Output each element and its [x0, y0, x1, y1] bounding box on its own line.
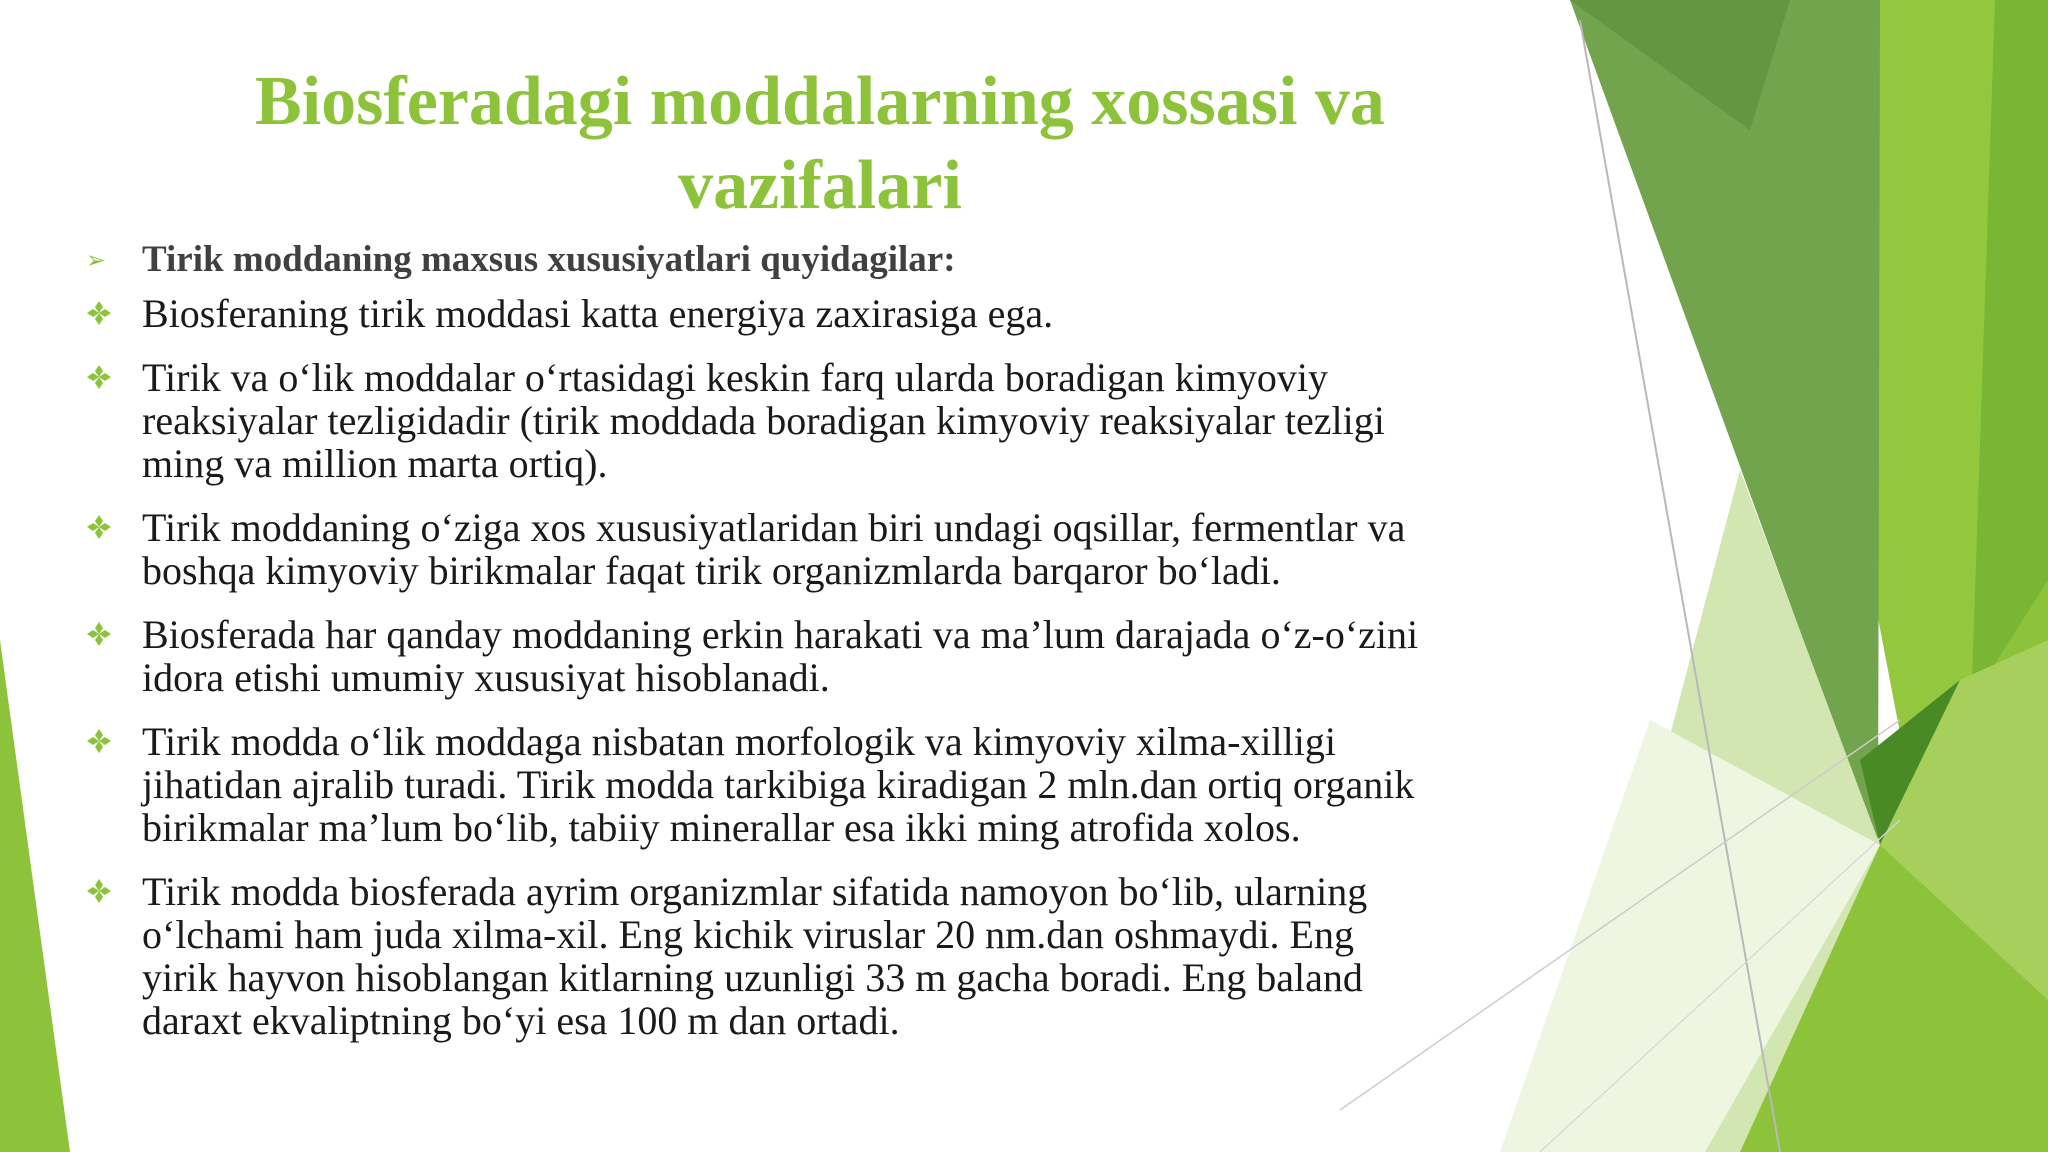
four-diamond-bullet-icon — [84, 726, 114, 756]
bullet-item — [84, 720, 1424, 849]
bullet-item — [84, 613, 1424, 699]
bullet-text: Biosferada har qanday moddaning erkin harakati va ma’lum darajada o‘z-o‘zini idora etishi umumiy xususiyat hisoblanadi. — [142, 612, 1419, 700]
intro-text: Tirik moddaning maxsus xususiyatlari quyidagilar: — [142, 239, 956, 280]
intro-line — [84, 236, 1424, 284]
bullet-text: Tirik modda biosferada ayrim organizmlar sifatida namoyon bo‘lib, ularning o‘lchami ham juda xilma-xil. Eng kichik viruslar 20 nm.dan oshmaydi. Eng yirik hayvon hisoblangan kitlarning uzunligi 33 m gacha boradi. Eng baland daraxt ekvaliptning bo‘yi esa 100 m dan ortadi. — [142, 869, 1368, 1043]
bullet-text: Tirik modda o‘lik moddaga nisbatan morfologik va kimyoviy xilma-xilligi jihatidan ajralib turadi. Tirik modda tarkibiga kiradigan 2 mln.dan ortiq organik birikmalar ma’lum bo‘lib, tabiiy minerallar esa ikki ming atrofida xolos. — [142, 719, 1415, 850]
bullet-text: Tirik moddaning o‘ziga xos xususiyatlaridan biri undagi oqsillar, fermentlar va boshqa kimyoviy birikmalar faqat tirik organizmlarda barqaror bo‘ladi. — [142, 505, 1406, 593]
slide-title: Biosferadagi moddalarning xossasi va vazifalari — [255, 63, 1385, 224]
bullet-item — [84, 870, 1424, 1042]
left-edge-shape — [0, 640, 70, 1152]
arrow-right-icon: ➢ — [86, 246, 107, 274]
four-diamond-bullet-icon — [84, 512, 114, 542]
bullet-item — [84, 292, 1424, 335]
four-diamond-bullet-icon — [84, 298, 114, 328]
bullet-item — [84, 356, 1424, 485]
slide-content — [84, 236, 1424, 1063]
bullet-item — [84, 506, 1424, 592]
four-diamond-bullet-icon — [84, 619, 114, 649]
four-diamond-bullet-icon — [84, 876, 114, 906]
bullet-text: Biosferaning tirik moddasi katta energiya zaxirasiga ega. — [142, 291, 1054, 336]
bullet-text: Tirik va o‘lik moddalar o‘rtasidagi keskin farq ularda boradigan kimyoviy reaksiyalar tezligidadir (tirik moddada boradigan kimyoviy reaksiyalar tezligi ming va million marta ortiq). — [142, 355, 1385, 486]
four-diamond-bullet-icon — [84, 362, 114, 392]
